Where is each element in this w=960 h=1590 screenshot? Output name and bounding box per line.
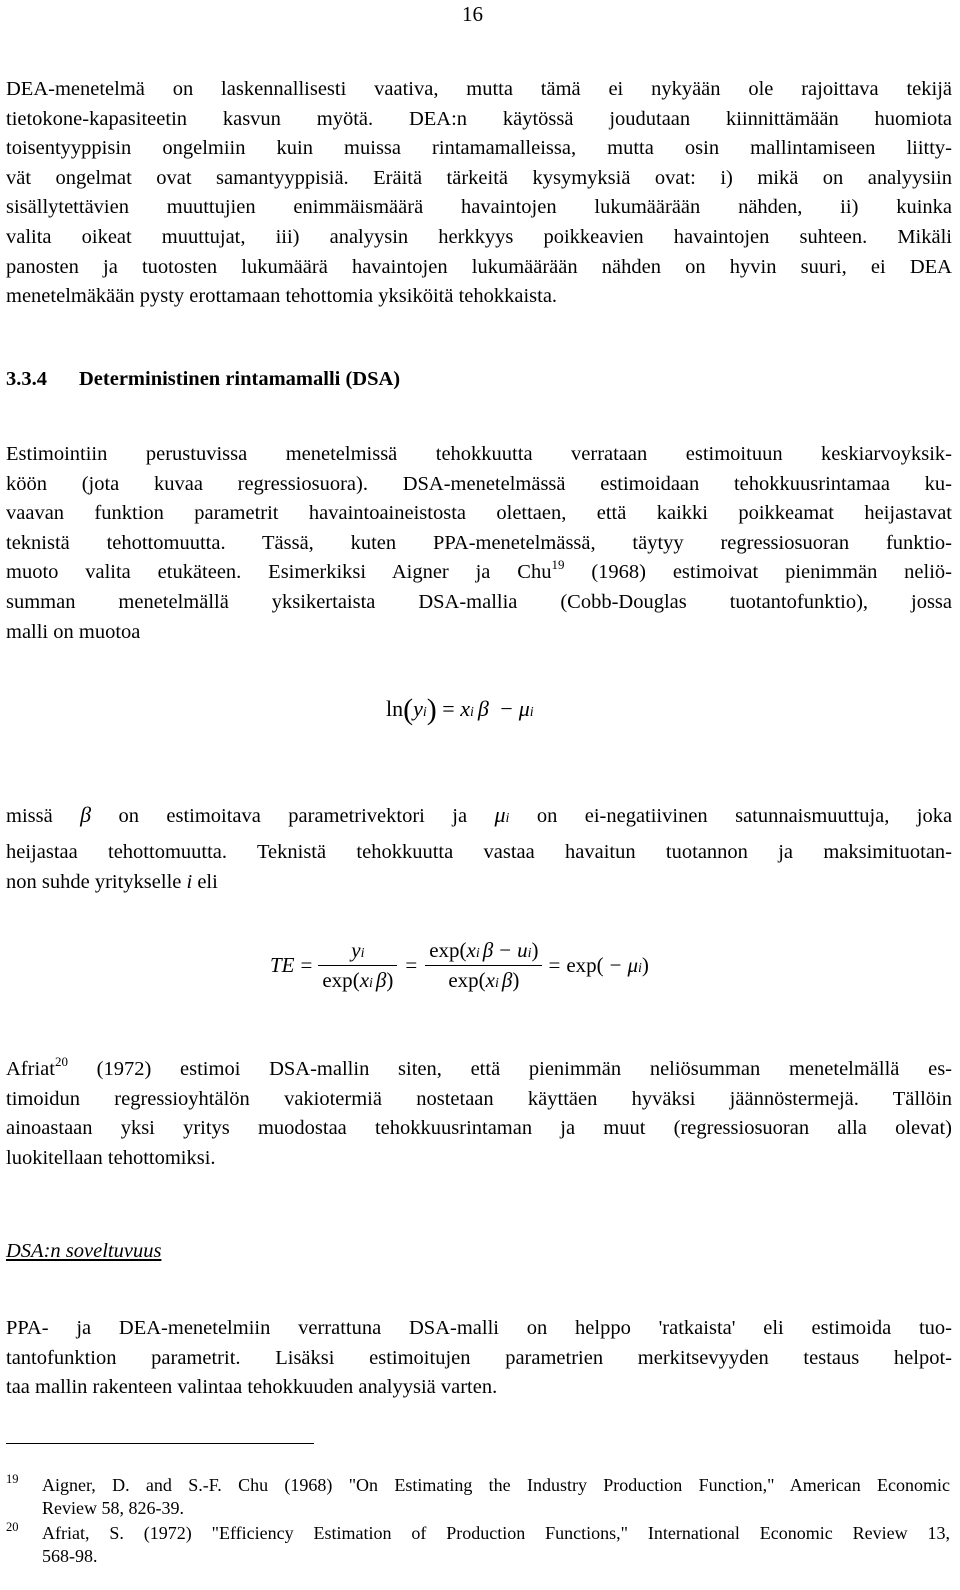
eq-x: x [460, 696, 470, 721]
beta-symbol: β [80, 802, 92, 827]
footnote-20 [6, 1522, 950, 1568]
paragraph-line: summan menetelmällä yksikertaista DSA-mallia (Cobb-Douglas tuotantofunktio), jossa [6, 590, 952, 613]
subheading: DSA:n soveltuvuus [6, 1240, 162, 1262]
eq-minus: − [500, 696, 513, 721]
footnote-line: Review 58, 826-39. [42, 1498, 184, 1518]
paragraph-line: sisällytettävien muuttujien enimmäismäärä havaintojen lukumäärään nähden, ii) kuinka [6, 196, 952, 219]
paragraph-line: toisentyyppisin ongelmiin kuin muissa rintamamalleissa, mutta osin mallintamiseen liitty- [6, 137, 952, 160]
subscript-i: i [505, 811, 510, 826]
eq-x: x [485, 968, 495, 992]
eq-minus: − [499, 938, 512, 962]
eq-x: x [359, 968, 370, 992]
footnote-body [42, 1522, 950, 1568]
section-number: 3.3.4 [6, 368, 47, 390]
footnote-line: Aigner, D. and S.-F. Chu (1968) "On Estimating the Industry Production Function," American Economic [42, 1475, 950, 1495]
equation-ln-y [386, 693, 534, 727]
paragraph-line: ainoastaan yksi yritys muodostaa tehokkuusrintaman ja muut (regressiosuoran alla olevat) [6, 1117, 952, 1140]
eq-equals: = [442, 696, 455, 721]
eq-subscript: i [494, 976, 499, 991]
paragraph-line: malli on muotoa [6, 620, 141, 643]
paragraph-line: vät ongelmat ovat samantyyppisiä. Eräitä tärkeitä kysymyksiä ovat: i) mikä on analyysiin [6, 166, 952, 189]
paragraph-line: tietokone-kapasiteetin kasvun myötä. DEA:n käytössä joudutaan kiinnittämään huomiota [6, 107, 952, 130]
eq-subscript: i [638, 961, 642, 976]
paragraph-line: teknistä tehottomuutta. Tässä, kuten PPA-menetelmässä, täytyy regressiosuoran funktio- [6, 531, 952, 554]
eq-beta: β [482, 938, 494, 962]
fraction-numerator: exp(xi β − ui) [425, 938, 542, 966]
text-run: missä [6, 805, 53, 827]
paragraph-line: timoidun regressioyhtälön vakiotermiä nostetaan käyttäen hyväksi jäännöstermejä. Tällöin [6, 1087, 952, 1110]
paragraph-line: vaavan funktion parametrit havaintoaineistosta olettaen, että kaikki poikkeamat heijastavat [6, 502, 952, 525]
paragraph-3 [6, 798, 952, 836]
eq-ln: ln [386, 696, 404, 721]
paragraph-2 [6, 440, 952, 647]
text-run: on ei-negatiivinen satunnaismuuttuja, joka [536, 805, 953, 827]
eq-y: y [413, 696, 423, 721]
footnote-mark: 20 [6, 1520, 19, 1534]
eq-beta: β [477, 696, 489, 721]
paragraph-3-cont [6, 838, 952, 897]
eq-paren: ) [426, 693, 437, 726]
eq-subscript: i [369, 976, 373, 991]
eq-equals: = [548, 953, 561, 977]
mu-symbol: μ [494, 802, 506, 827]
eq-equals: = [300, 953, 313, 977]
section-title: Deterministinen rintamamalli (DSA) [79, 368, 401, 390]
footnote-body [42, 1474, 950, 1520]
eq-subscript: i [360, 946, 365, 961]
fraction-numerator [318, 938, 397, 966]
footnote-19 [6, 1474, 950, 1520]
footnote-mark: 19 [6, 1472, 19, 1486]
paragraph-line-with-footnote [6, 558, 952, 588]
fraction-denominator: exp(xi β) [322, 968, 394, 992]
section-heading [6, 368, 400, 391]
text-run: muoto valita etukäteen. Esimerkiksi Aigner ja Chu [6, 561, 552, 584]
paragraph-line [6, 798, 952, 836]
paragraph-line: Estimointiin perustuvissa menetelmissä tehokkuutta verrataan estimoituun keskiarvoyksik- [6, 443, 952, 465]
eq-y: y [351, 938, 361, 962]
footnote-separator [6, 1443, 314, 1444]
eq-minus: − [609, 953, 622, 977]
paragraph-line: luokitellaan tehottomiksi. [6, 1146, 216, 1169]
footnote-line: Afriat, S. (1972) "Efficiency Estimation of Production Functions," International Economic Review 13, [42, 1523, 950, 1543]
eq-exp: exp [429, 938, 460, 962]
eq-exp: exp [566, 953, 597, 977]
paragraph-line [6, 868, 952, 898]
paragraph-line: menetelmäkään pysty erottamaan tehottomia yksiköitä tehokkaista. [6, 285, 558, 308]
paragraph-line: tantofunktion parametrit. Lisäksi estimoitujen parametrien merkitsevyyden testaus helpot- [6, 1346, 952, 1369]
paragraph-line: PPA- ja DEA-menetelmiin verrattuna DSA-malli on helppo 'ratkaista' eli estimoida tuo- [6, 1317, 952, 1339]
italic-i: i [186, 870, 193, 893]
paragraph-line: taa mallin rakenteen valintaa tehokkuuden analyysiä varten. [6, 1376, 498, 1399]
eq-subscript: i [469, 705, 474, 720]
paragraph-4 [6, 1055, 952, 1173]
fraction-2 [425, 938, 542, 993]
paragraph-5 [6, 1314, 952, 1403]
eq-u: u [517, 938, 528, 962]
text-run: (1972) estimoi DSA-mallin siten, että pienimmän neliösumman menetelmällä es- [96, 1058, 953, 1080]
eq-exp: exp [448, 968, 479, 992]
text-run: eli [197, 870, 218, 893]
equation-te [270, 938, 649, 993]
eq-paren: ( [403, 693, 414, 726]
paragraph-line: heijastaa tehottomuutta. Teknistä tehokkuutta vastaa havaitun tuotannon ja maksimituotan- [6, 841, 952, 863]
eq-exp: exp [322, 968, 353, 992]
eq-mu: μ [518, 696, 530, 721]
eq-te: TE [270, 953, 295, 977]
footnote-line: 568-98. [42, 1546, 98, 1566]
fraction-1 [318, 938, 397, 993]
paragraph-line: panosten ja tuotosten lukumäärä havaintojen lukumäärään nähden on hyvin suuri, ei DEA [6, 255, 952, 278]
page-number: 16 [462, 2, 483, 26]
eq-subscript: i [475, 946, 480, 961]
footnote-ref-20: 20 [54, 1054, 68, 1069]
text-run: (1968) estimoivat pienimmän neliö- [591, 561, 952, 584]
eq-subscript: i [422, 705, 427, 720]
footnote-ref-19: 19 [551, 557, 565, 573]
eq-beta: β [375, 968, 387, 992]
eq-equals: = [405, 953, 418, 977]
text-run: on estimoitava parametrivektori ja [118, 805, 468, 827]
eq-subscript: i [529, 705, 534, 720]
eq-beta: β [501, 968, 513, 992]
paragraph-1 [6, 75, 952, 312]
text-run: non suhde yritykselle [6, 870, 182, 893]
paragraph-line: valita oikeat muuttujat, iii) analyysin herkkyys poikkeavien havaintojen suhteen. Mikäli [6, 225, 952, 248]
eq-subscript: i [527, 946, 532, 961]
fraction-denominator: exp(xi β) [448, 968, 520, 992]
paragraph-line: DEA-menetelmä on laskennallisesti vaativa, mutta tämä ei nykyään ole rajoittava tekijä [6, 78, 952, 100]
text-run: Afriat [6, 1058, 55, 1080]
eq-exp-mu: exp( − μi) [566, 953, 649, 977]
paragraph-line-with-footnote [6, 1055, 952, 1085]
eq-x: x [466, 938, 476, 962]
eq-mu: μ [627, 953, 639, 977]
paragraph-line: köön (jota kuvaa regressiosuora). DSA-menetelmässä estimoidaan tehokkuusrintamaa ku- [6, 472, 952, 495]
